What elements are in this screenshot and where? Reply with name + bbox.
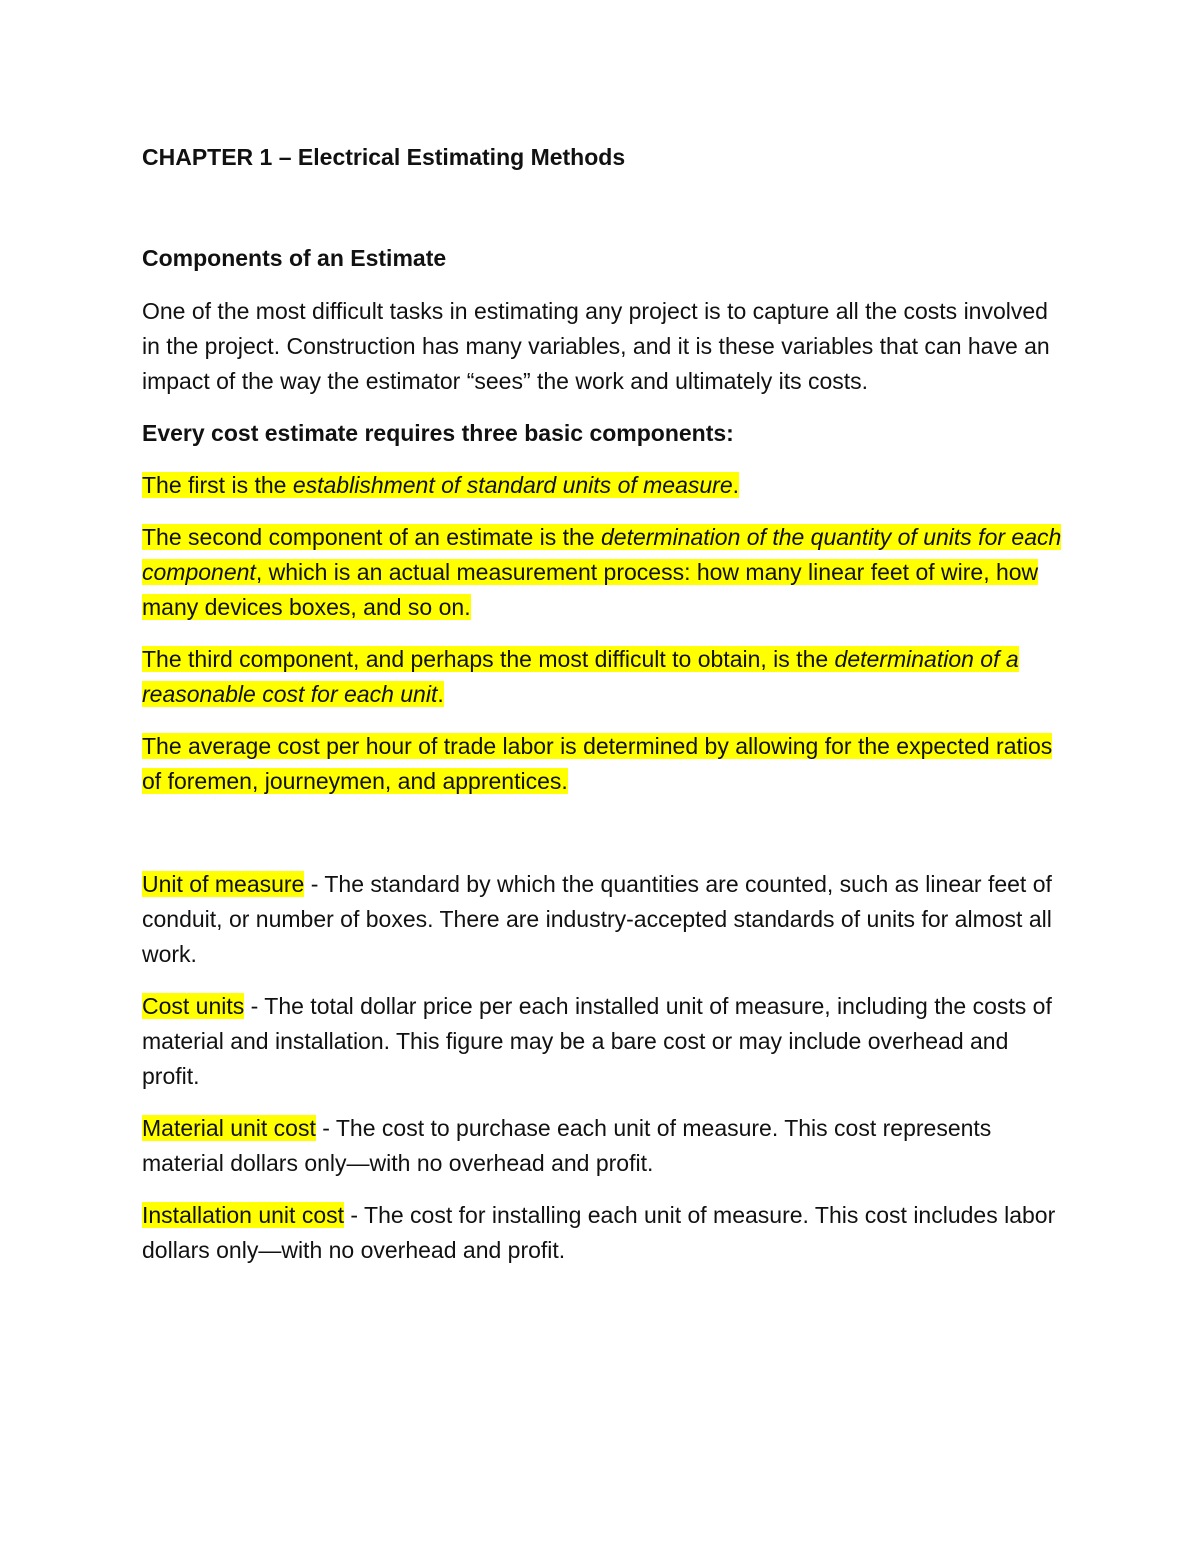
blank-line — [142, 816, 1072, 867]
second-component-tail: , which is an actual measurement process: how many linear feet of wire, how many devices boxes, and so on. — [142, 559, 1039, 620]
intro-paragraph: One of the most difficult tasks in estimating any project is to capture all the costs involved in the project. Construction has many variables, and it is these variables that can have an impact of the way the estimator “sees” the work and ultimately its costs. — [142, 298, 1050, 394]
definition-unit-of-measure — [142, 867, 1072, 972]
third-component-highlight — [142, 646, 1019, 707]
definition-term: Installation unit cost — [142, 1202, 345, 1228]
third-component-lead: The third component, and perhaps the most difficult to obtain, is the — [142, 646, 835, 672]
components-heading: Every cost estimate requires three basic components: — [142, 420, 734, 446]
second-component — [142, 520, 1072, 625]
first-component-tail: . — [732, 472, 740, 498]
definition-text: - The total dollar price per each installed unit of measure, including the costs of material and installation. This figure may be a bare cost or may include overhead and profit. — [142, 993, 1052, 1089]
definition-cost-units — [142, 989, 1072, 1094]
definition-text: - The cost to purchase each unit of measure. This cost represents material dollars only—with no overhead and profit. — [142, 1115, 992, 1176]
definition-material-unit-cost — [142, 1111, 1072, 1181]
first-component-highlight — [142, 472, 739, 498]
second-component-lead: The second component of an estimate is the — [142, 524, 601, 550]
definition-text: - The standard by which the quantities are counted, such as linear feet of conduit, or number of boxes. There are industry-accepted standards of units for almost all work. — [142, 871, 1052, 967]
chapter-title: CHAPTER 1 – Electrical Estimating Methods — [142, 144, 626, 170]
document-page — [142, 140, 1072, 1285]
average-cost-paragraph — [142, 729, 1072, 799]
first-component-emphasis: establishment of standard units of measure — [292, 472, 733, 498]
second-component-emphasis: determination of the quantity of units for each component — [142, 524, 1062, 585]
first-component-lead: The first is the — [142, 472, 293, 498]
definition-text: - The cost for installing each unit of measure. This cost includes labor dollars only—with no overhead and profit. — [142, 1202, 1056, 1263]
definition-term: Material unit cost — [142, 1115, 316, 1141]
average-cost-highlight: The average cost per hour of trade labor is determined by allowing for the expected ratios of foremen, journeymen, and apprentices. — [142, 733, 1053, 794]
first-component — [142, 468, 1072, 503]
definition-term: Unit of measure — [142, 871, 305, 897]
second-component-highlight — [142, 524, 1061, 620]
third-component-emphasis: determination of a reasonable cost for each unit — [142, 646, 1019, 707]
third-component — [142, 642, 1072, 712]
definition-term: Cost units — [142, 993, 245, 1019]
section-heading: Components of an Estimate — [142, 245, 447, 271]
definition-installation-unit-cost — [142, 1198, 1072, 1268]
third-component-tail: . — [437, 681, 444, 707]
